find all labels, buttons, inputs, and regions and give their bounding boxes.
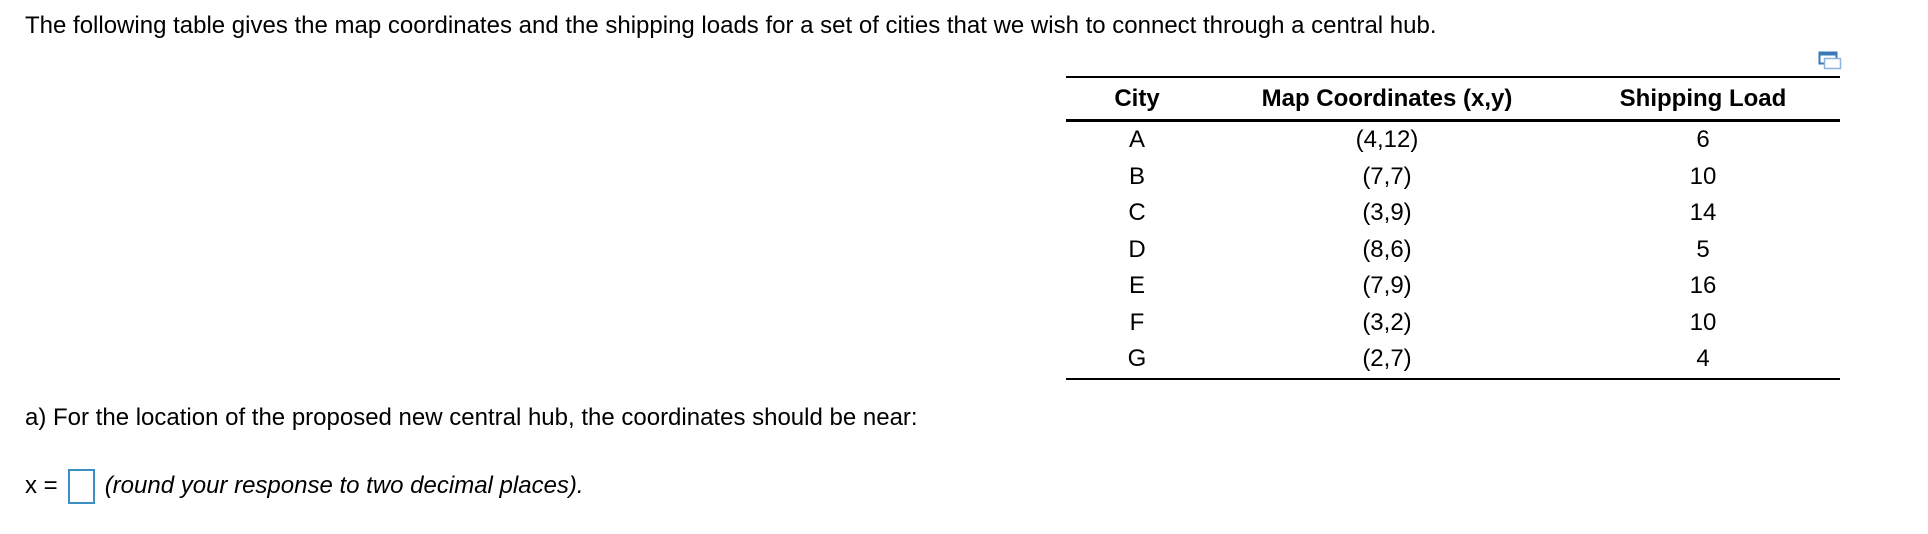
table-row [1066, 268, 1840, 305]
cell-load: 10 [1689, 308, 1717, 336]
cell-city: B [1128, 162, 1145, 190]
cell-city: F [1129, 308, 1145, 336]
cell-coordinates: (3,2) [1362, 308, 1412, 336]
cell-coordinates: (7,9) [1362, 272, 1412, 300]
cell-city: A [1128, 126, 1145, 154]
cell-load: 16 [1689, 272, 1717, 300]
answer-row-x [25, 466, 584, 506]
city-data-table [1066, 76, 1840, 380]
table-row [1066, 195, 1840, 232]
x-label: x = [25, 472, 58, 499]
table-row [1066, 341, 1840, 379]
table-row [1066, 121, 1840, 159]
copy-icon-graphic [1818, 51, 1842, 71]
cell-load: 4 [1566, 341, 1840, 379]
rounding-hint: (round your response to two decimal places). [104, 472, 584, 499]
cell-coordinates: (4,12) [1355, 126, 1419, 154]
question-text: a) For the location of the proposed new central hub, the coordinates should be near: [25, 404, 918, 431]
header-city: City [1066, 77, 1208, 121]
cell-city: E [1128, 272, 1145, 300]
table-row [1066, 159, 1840, 196]
header-coordinates: Map Coordinates (x,y) [1208, 77, 1566, 121]
copy-table-icon[interactable] [1818, 51, 1842, 71]
cell-city: G [1066, 341, 1208, 379]
table-header-row [1066, 77, 1840, 121]
cell-coordinates: (2,7) [1208, 341, 1566, 379]
problem-intro-text: The following table gives the map coordinates and the shipping loads for a set of cities that we wish to connect through a central hub. [25, 12, 1437, 39]
cell-load: 5 [1696, 235, 1710, 263]
cell-city: D [1128, 235, 1146, 263]
x-answer-input[interactable] [68, 469, 95, 504]
header-shipping-load: Shipping Load [1566, 77, 1840, 121]
cell-coordinates: (7,7) [1362, 162, 1412, 190]
cell-load: 6 [1696, 126, 1710, 154]
cell-coordinates: (3,9) [1362, 199, 1412, 227]
cell-coordinates: (8,6) [1362, 235, 1412, 263]
cell-city: C [1128, 199, 1146, 227]
cell-load: 10 [1689, 162, 1717, 190]
cell-load: 14 [1689, 199, 1717, 227]
table-row [1066, 232, 1840, 269]
table-row [1066, 305, 1840, 342]
